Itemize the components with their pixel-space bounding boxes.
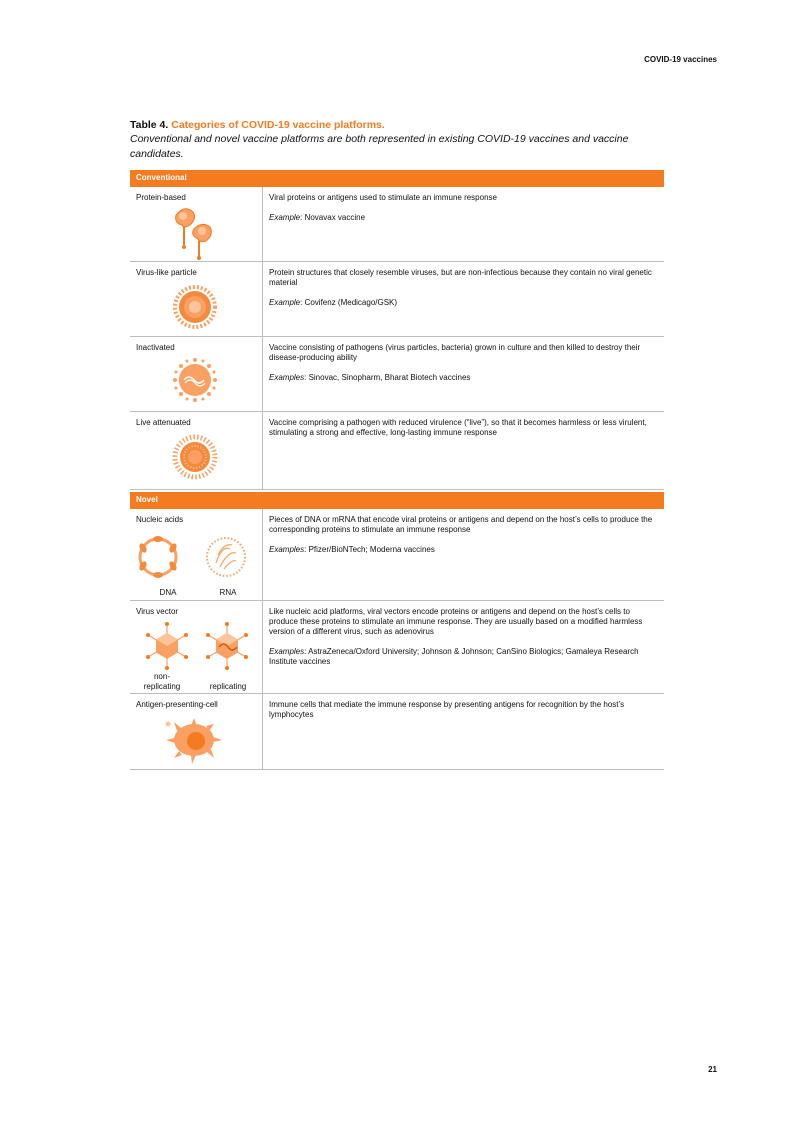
- row-label: Antigen-presenting-cell: [136, 700, 218, 709]
- row-label: Virus-like particle: [136, 268, 197, 277]
- row-description: Vaccine consisting of pathogens (virus particles, bacteria) grown in culture and then killed to destroy their disease-producing ability: [269, 343, 641, 362]
- row-example: [269, 373, 658, 383]
- live-attenuated-virus-icon: [172, 434, 218, 480]
- table-row-antigen-presenting-cell: [130, 694, 664, 770]
- table-row-virus-like-particle: [130, 262, 664, 337]
- row-example: [269, 545, 658, 555]
- example-prefix: Examples: [269, 545, 305, 554]
- protein-icon: [168, 205, 228, 261]
- non-replicating-vector-icon: [142, 621, 192, 671]
- table-subtitle: Conventional and novel vaccine platforms are both represented in existing COVID-19 vaccines and vaccine candidates.: [130, 133, 629, 160]
- row-label: Protein-based: [136, 193, 186, 202]
- row-label: Live attenuated: [136, 418, 191, 427]
- page-number: 21: [708, 1065, 717, 1074]
- row-example: [269, 213, 658, 223]
- row-label-cell: [130, 187, 263, 261]
- table-title: [130, 118, 664, 132]
- row-description-cell: [263, 337, 664, 411]
- row-label-cell: [130, 509, 263, 600]
- example-text: : Covifenz (Medicago/GSK): [300, 298, 398, 307]
- example-prefix: Examples: [269, 647, 305, 656]
- row-label: Virus vector: [136, 607, 179, 616]
- table-label: Table 4.: [130, 119, 169, 131]
- example-text: : Sinovac, Sinopharm, Bharat Biotech vaccines: [304, 373, 471, 382]
- row-description-cell: [263, 187, 664, 261]
- example-prefix: Example: [269, 298, 301, 307]
- non-replicating-label-line1: non-: [153, 672, 170, 681]
- table-title-text: Categories of COVID-19 vaccine platforms.: [171, 119, 385, 131]
- inactivated-virus-icon: [172, 357, 218, 403]
- antigen-presenting-cell-icon: [162, 714, 226, 766]
- running-header: COVID-19 vaccines: [644, 55, 717, 64]
- example-text: : Novavax vaccine: [300, 213, 366, 222]
- non-replicating-label-line2: replicating: [143, 682, 181, 691]
- section-novel: Novel: [130, 492, 664, 509]
- row-description-cell: [263, 601, 664, 693]
- row-description: Immune cells that mediate the immune response by presenting antigens for recognition by the host’s lymphocytes: [269, 700, 625, 719]
- table-row-nucleic-acids: [130, 509, 664, 601]
- row-label-cell: [130, 601, 263, 693]
- replicating-vector-icon: [202, 621, 252, 671]
- example-text: : Pfizer/BioNTech; Moderna vaccines: [304, 545, 435, 554]
- row-description: Pieces of DNA or mRNA that encode viral proteins or antigens and depend on the host’s cells to produce the corresponding proteins to stimulate an immune response: [269, 515, 653, 534]
- row-description: Protein structures that closely resemble viruses, but are non-infectious because they contain no viral genetic material: [269, 268, 652, 287]
- row-description-cell: [263, 694, 664, 769]
- row-description: Like nucleic acid platforms, viral vectors encode proteins or antigens and depend on the host’s cells to produce these proteins to stimulate an immune response. They are usually based on a modified harmless version of a different virus, such as adenovirus: [269, 607, 643, 636]
- row-description-cell: [263, 509, 664, 600]
- row-description-cell: [263, 262, 664, 336]
- row-description: Viral proteins or antigens used to stimulate an immune response: [269, 193, 497, 202]
- section-conventional: Conventional: [130, 170, 664, 187]
- replicating-label: replicating: [209, 682, 247, 691]
- table-row-inactivated: [130, 337, 664, 412]
- row-description-cell: [263, 412, 664, 489]
- example-text: : AstraZeneca/Oxford University; Johnson & Johnson; CanSino Biologics; Gamaleya Research Institute vaccines: [269, 647, 639, 666]
- row-label: Inactivated: [136, 343, 175, 352]
- dna-icon: [136, 533, 180, 581]
- dna-label: DNA: [159, 588, 177, 597]
- table-row-live-attenuated: [130, 412, 664, 490]
- row-label-cell: [130, 694, 263, 769]
- row-label: Nucleic acids: [136, 515, 184, 524]
- example-prefix: Example: [269, 213, 301, 222]
- row-description: Vaccine comprising a pathogen with reduced virulence (“live”), so that it becomes harmless or less virulent, stimulating a strong and effective, long-lasting immune response: [269, 418, 647, 437]
- table-row-protein-based: [130, 187, 664, 262]
- table-caption: [130, 118, 664, 162]
- example-prefix: Examples: [269, 373, 305, 382]
- row-example: [269, 298, 658, 308]
- rna-icon: [204, 535, 248, 579]
- row-label-cell: [130, 262, 263, 336]
- rna-label: RNA: [219, 588, 237, 597]
- row-example: [269, 647, 658, 667]
- row-label-cell: [130, 412, 263, 489]
- row-label-cell: [130, 337, 263, 411]
- table-row-virus-vector: [130, 601, 664, 694]
- virus-like-particle-icon: [172, 284, 218, 330]
